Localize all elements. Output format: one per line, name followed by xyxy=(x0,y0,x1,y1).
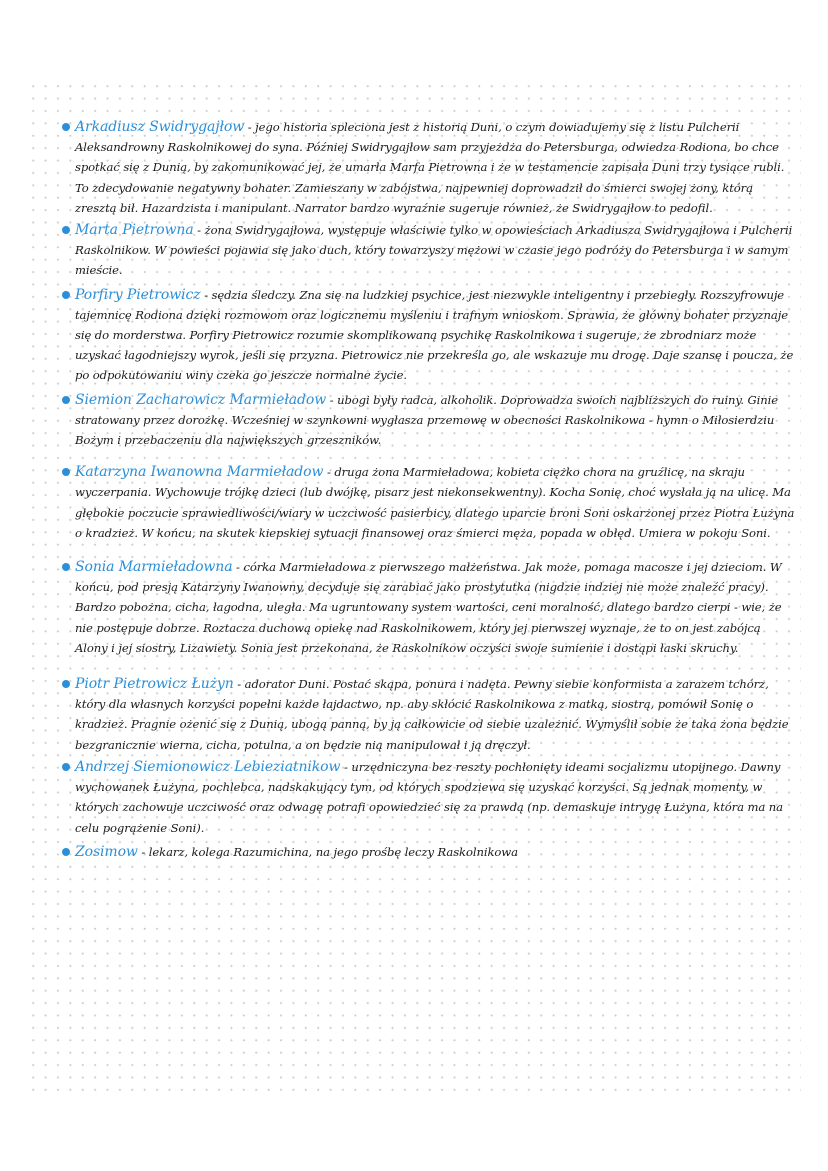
character-name: Piotr Pietrowicz Łużyn xyxy=(75,676,234,693)
bullet-icon xyxy=(62,563,70,571)
character-entry-luzyn xyxy=(60,674,795,755)
character-description: - żona Swidrygajłowa, występuje właściwie tylko w opowieściach Arkadiusza Swidrygajłowa i Pulcherii Raskolnikow. W powieści pojawia się jako duch, który towarzyszy mężowi w czasie jego podróży do Petersburga i w samym mieście. xyxy=(75,223,793,278)
character-entry-swidrygajlow xyxy=(60,117,795,218)
character-description: - sędzia śledczy. Zna się na ludzkiej psychice, jest niezwykle inteligentny i przebiegły. Rozszyfrowuje tajemnicę Rodiona dzięki rozmowom oraz logicznemu myśleniu i trafnym wnioskom. Sprawia, że główny bohater przyznaje się do morderstwa. Porfiry Pietrowicz rozumie skomplikowaną psychikę Raskolnikowa i sugeruje, że zbrodniarz może uzyskać łagodniejszy wyrok, jeśli się przyzna. Pietrowicz nie przekreśla go, ale wskazuje mu drogę. Daje szansę i poucza, że po odpokutowaniu winy czeka go jeszcze normalne życie. xyxy=(75,287,794,383)
character-name: Arkadiusz Swidrygajłow xyxy=(75,119,245,135)
character-name: Zosimow xyxy=(75,843,138,860)
character-name: Katarzyna Iwanowna Marmieładow xyxy=(75,464,324,481)
character-description: - córka Marmieładowa z pierwszego małżeństwa. Jak może, pomaga macosze i jej dzieciom. W końcu, pod presją Katarzyny Iwanowny, decyduje się zarabiać jako prostytutka (nigdzie indziej nie może znaleźć pracy). Bardzo pobożna, cicha, łagodna, uległa. Ma ugruntowany system wartości, ceni moralność, dlatego bardzo cierpi - wie, że nie postępuje dobrze. Roztacza duchową opiekę nad Raskolnikowem, który jej pierwszej wyznaje, że to on jest zabójcą Alony i jej siostry, Lizawiety. Sonia jest przekonana, że Raskolnikow oczyści swoje sumienie i dostąpi łaski skruchy. xyxy=(75,560,782,655)
character-description: - ubogi były radca, alkoholik. Doprowadza swoich najbliższych do ruiny. Ginie stratowany przez dorożkę. Wcześniej w szynkowni wygłasza przemowę w obecności Raskolnikowa - hymn o Miłosierdziu Bożym i przebaczeniu dla największych grzeszników. xyxy=(75,392,779,448)
character-entry-lebieziatnikow xyxy=(60,757,795,838)
bullet-icon xyxy=(62,848,70,856)
character-name: Sonia Marmieładowna xyxy=(75,559,233,576)
bullet-icon xyxy=(62,680,70,688)
character-entry-siemion xyxy=(60,390,795,451)
character-entry-marta xyxy=(60,220,795,281)
character-name: Siemion Zacharowicz Marmieładow xyxy=(75,391,327,408)
character-name: Porfiry Pietrowicz xyxy=(75,286,201,303)
character-description: - adorator Duni. Postać skąpa, ponura i nadęta. Pewny siebie konformista a zarazem tchórz, który dla własnych korzyści popełni każde łajdactwo, np. aby skłócić Raskolnikowa z matką, siostrą, pomówił Sonię o kradzież. Pragnie ożenić się z Dunią, ubogą panną, by ją całkowicie od siebie uzależnić. Wymyślił sobie że taka żona będzie bezgranicznie wierna, cicha, potulna, a on będzie nią manipulował i ją dręczył. xyxy=(75,677,789,752)
character-description: - lekarz, kolega Razumichina, na jego prośbę leczy Raskolnikowa xyxy=(137,844,518,859)
character-entry-zosimow xyxy=(60,842,795,862)
bullet-icon xyxy=(62,123,70,131)
character-entry-katarzyna xyxy=(60,462,795,543)
character-description: - druga żona Marmieładowa, kobieta ciężko chora na gruźlicę, na skraju wyczerpania. Wychowuje trójkę dzieci (lub dwójkę, pisarz jest niekonsekwentny). Kocha Sonię, choć wysłała ją na ulicę. Ma głębokie poczucie sprawiedliwości/wiary w uczciwość pasierbicy, dlatego uparcie broni Soni oskarżonej przez Piotra Łużyna o kradzież. W końcu, na skutek kiepskiej sytuacji finansowej oraz śmierci męża, popada w obłęd. Umiera w pokoju Soni. xyxy=(75,465,795,540)
character-entry-sonia xyxy=(60,557,795,658)
bullet-icon xyxy=(62,763,70,771)
character-description: - urzędniczyna bez reszty pochłonięty ideami socjalizmu utopijnego. Dawny wychowanek Łużyna, pochlebca, nadskakujący tym, od których spodziewa się uzyskać korzyści. Są jednak momenty, w których zachowuje uczciwość oraz odwagę potrafi opowiedzieć się za prawdą (np. demaskuje intrygę Łużyna, która ma na celu pogrążenie Soni). xyxy=(75,759,783,835)
character-name: Marta Pietrowna xyxy=(75,222,194,239)
notes-content xyxy=(60,117,795,862)
character-name: Andrzej Siemionowicz Lebieziatnikow xyxy=(75,758,341,775)
character-description: - jego historia spleciona jest z historią Duni, o czym dowiadujemy się z listu Pulcherii Aleksandrowny Raskolnikowej do syna. Później Swidrygajłow sam przyjeżdża do Petersburga, odwiedza Rodiona, bo chce spotkać się z Dunią, by zakomunikować jej, że umarła Marfa Pietrowna i że w testamencie zapisała Duni trzy tysiące rubli. To zdecydowanie negatywny bohater. Zamieszany w zabójstwa, najpewniej doprowadził do śmierci swojej żony, którą zresztą bił. Hazardzista i manipulant. Narrator bardzo wyraźnie sugeruje również, że Swidrygajłow to pedofil. xyxy=(75,120,785,215)
character-entry-porfiry xyxy=(60,285,795,386)
bullet-icon xyxy=(62,226,70,234)
bullet-icon xyxy=(62,468,70,476)
bullet-icon xyxy=(62,291,70,299)
bullet-icon xyxy=(62,396,70,404)
